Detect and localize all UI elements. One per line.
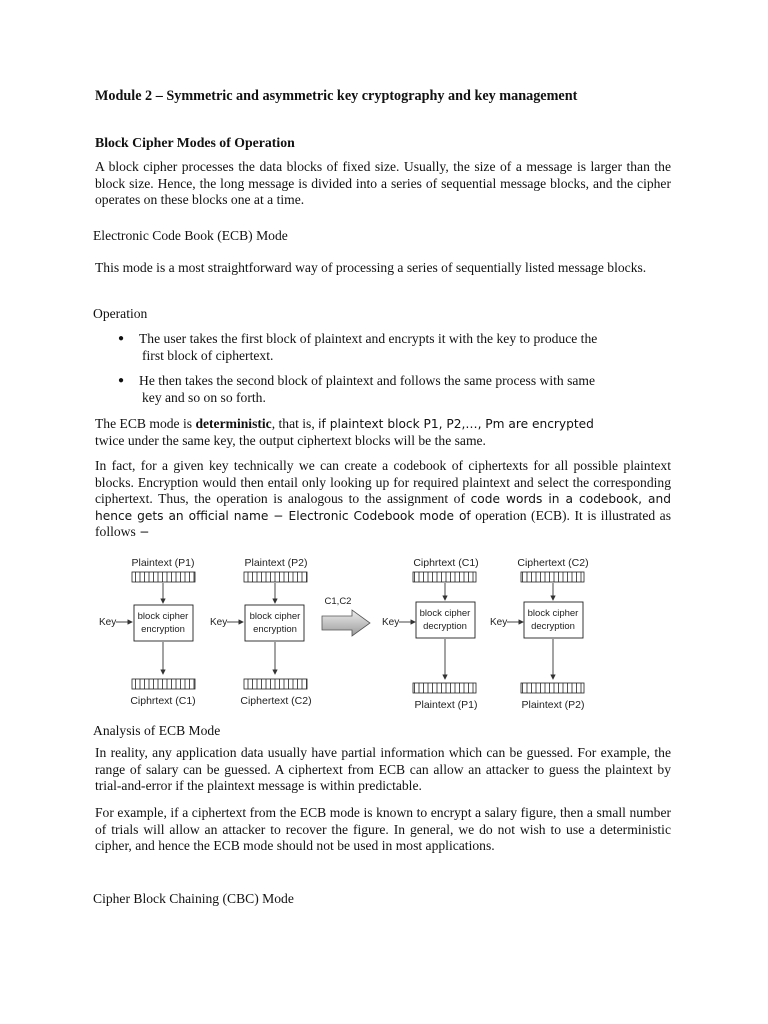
bullet-1-line1: The user takes the first block of plaintext and encrypts it with the key to produce the bbox=[139, 331, 598, 346]
ecb-decryption-block-1 bbox=[382, 557, 479, 711]
key-label: Key bbox=[210, 617, 228, 628]
key-label: Key bbox=[382, 617, 400, 628]
operation-heading: Operation bbox=[93, 306, 148, 321]
ecb-decryption-block-2 bbox=[490, 557, 589, 711]
analysis-heading: Analysis of ECB Mode bbox=[93, 723, 221, 738]
right-arrow-icon bbox=[322, 610, 370, 636]
ecb-encryption-block-2 bbox=[210, 557, 312, 707]
bullet-2-line2: key and so on so forth. bbox=[142, 389, 266, 405]
svg-text:encryption: encryption bbox=[253, 624, 297, 635]
ciphertext-c1-bits bbox=[132, 679, 195, 689]
enc2-top-label: Plaintext (P2) bbox=[244, 557, 308, 569]
plaintext-p1-bits bbox=[413, 683, 476, 693]
svg-text:block cipher: block cipher bbox=[137, 611, 189, 622]
dec1-top-label: Ciphrtext (C1) bbox=[413, 557, 479, 569]
bullet-dot-icon: ● bbox=[118, 333, 125, 344]
plaintext-p2-bits bbox=[244, 572, 307, 582]
plaintext-p2-bits bbox=[521, 683, 584, 693]
enc1-bottom-label: Ciphrtext (C1) bbox=[130, 695, 196, 707]
enc2-bottom-label: Ciphertext (C2) bbox=[240, 695, 312, 707]
ecb-encryption-block-1 bbox=[99, 557, 196, 707]
codebook-paragraph: In fact, for a given key technically we can create a codebook of ciphertexts for all possible plaintext blocks. Encryption would then entail only looking up for required plaintext and select the corresponding ciphertext. Thus, the operation is analogous to the assignment of code words in a codebook, and hence gets an official name − Electronic Codebook mode of operation (ECB). It is illustrated as follows − bbox=[95, 458, 671, 540]
dec1-bottom-label: Plaintext (P1) bbox=[414, 699, 478, 711]
ecb-intro-paragraph: This mode is a most straightforward way of processing a series of sequentially listed message blocks. bbox=[95, 260, 647, 275]
transfer-arrow bbox=[322, 596, 370, 636]
bullet-2-line1: He then takes the second block of plaintext and follows the same process with same bbox=[139, 373, 596, 388]
svg-text:decryption: decryption bbox=[531, 621, 575, 632]
ecb-heading: Electronic Code Book (ECB) Mode bbox=[93, 228, 288, 243]
key-label: Key bbox=[99, 617, 117, 628]
ecb-diagram bbox=[0, 548, 768, 718]
svg-text:encryption: encryption bbox=[141, 624, 185, 635]
key-label: Key bbox=[490, 617, 508, 628]
dec2-bottom-label: Plaintext (P2) bbox=[521, 699, 585, 711]
dec2-top-label: Ciphertext (C2) bbox=[517, 557, 589, 569]
deterministic-term: deterministic bbox=[195, 416, 272, 431]
ciphertext-c2-bits bbox=[521, 572, 584, 582]
svg-text:block cipher: block cipher bbox=[527, 608, 579, 619]
ciphertext-c1-bits bbox=[413, 572, 476, 582]
ciphertext-c2-bits bbox=[244, 679, 307, 689]
analysis-paragraph-1: In reality, any application data usually have partial information which can be guessed. For example, the range of salary can be guessed. A ciphertext from ECB can allow an attacker to guess the plaintext by trial-and-error if the plaintext message is within predictable. bbox=[95, 745, 671, 794]
section-title: Block Cipher Modes of Operation bbox=[95, 135, 295, 150]
svg-text:decryption: decryption bbox=[423, 621, 467, 632]
bullet-dot-icon: ● bbox=[118, 375, 125, 386]
module-title: Module 2 – Symmetric and asymmetric key cryptography and key management bbox=[95, 88, 578, 104]
plaintext-p1-bits bbox=[132, 572, 195, 582]
analysis-paragraph-2: For example, if a ciphertext from the ECB mode is known to encrypt a salary figure, then a small number of trials will allow an attacker to recover the figure. In general, we do not wish to use a deterministic cipher, and hence the ECB mode should not be used in most applications. bbox=[95, 805, 671, 854]
transfer-arrow-label: C1,C2 bbox=[324, 596, 352, 607]
svg-text:block cipher: block cipher bbox=[419, 608, 471, 619]
bullet-1-line2: first block of ciphertext. bbox=[142, 347, 274, 363]
cbc-heading: Cipher Block Chaining (CBC) Mode bbox=[93, 891, 294, 906]
enc1-top-label: Plaintext (P1) bbox=[131, 557, 195, 569]
svg-text:block cipher: block cipher bbox=[249, 611, 301, 622]
deterministic-paragraph: The ECB mode is deterministic, that is, if plaintext block P1, P2,…, Pm are encrypted twice under the same key, the output ciphertext blocks will be the same. bbox=[95, 416, 594, 448]
intro-paragraph: A block cipher processes the data blocks of fixed size. Usually, the size of a message is larger than the block size. Hence, the long message is divided into a series of sequential message blocks, and the cipher operates on these blocks one at a time. bbox=[95, 159, 671, 208]
